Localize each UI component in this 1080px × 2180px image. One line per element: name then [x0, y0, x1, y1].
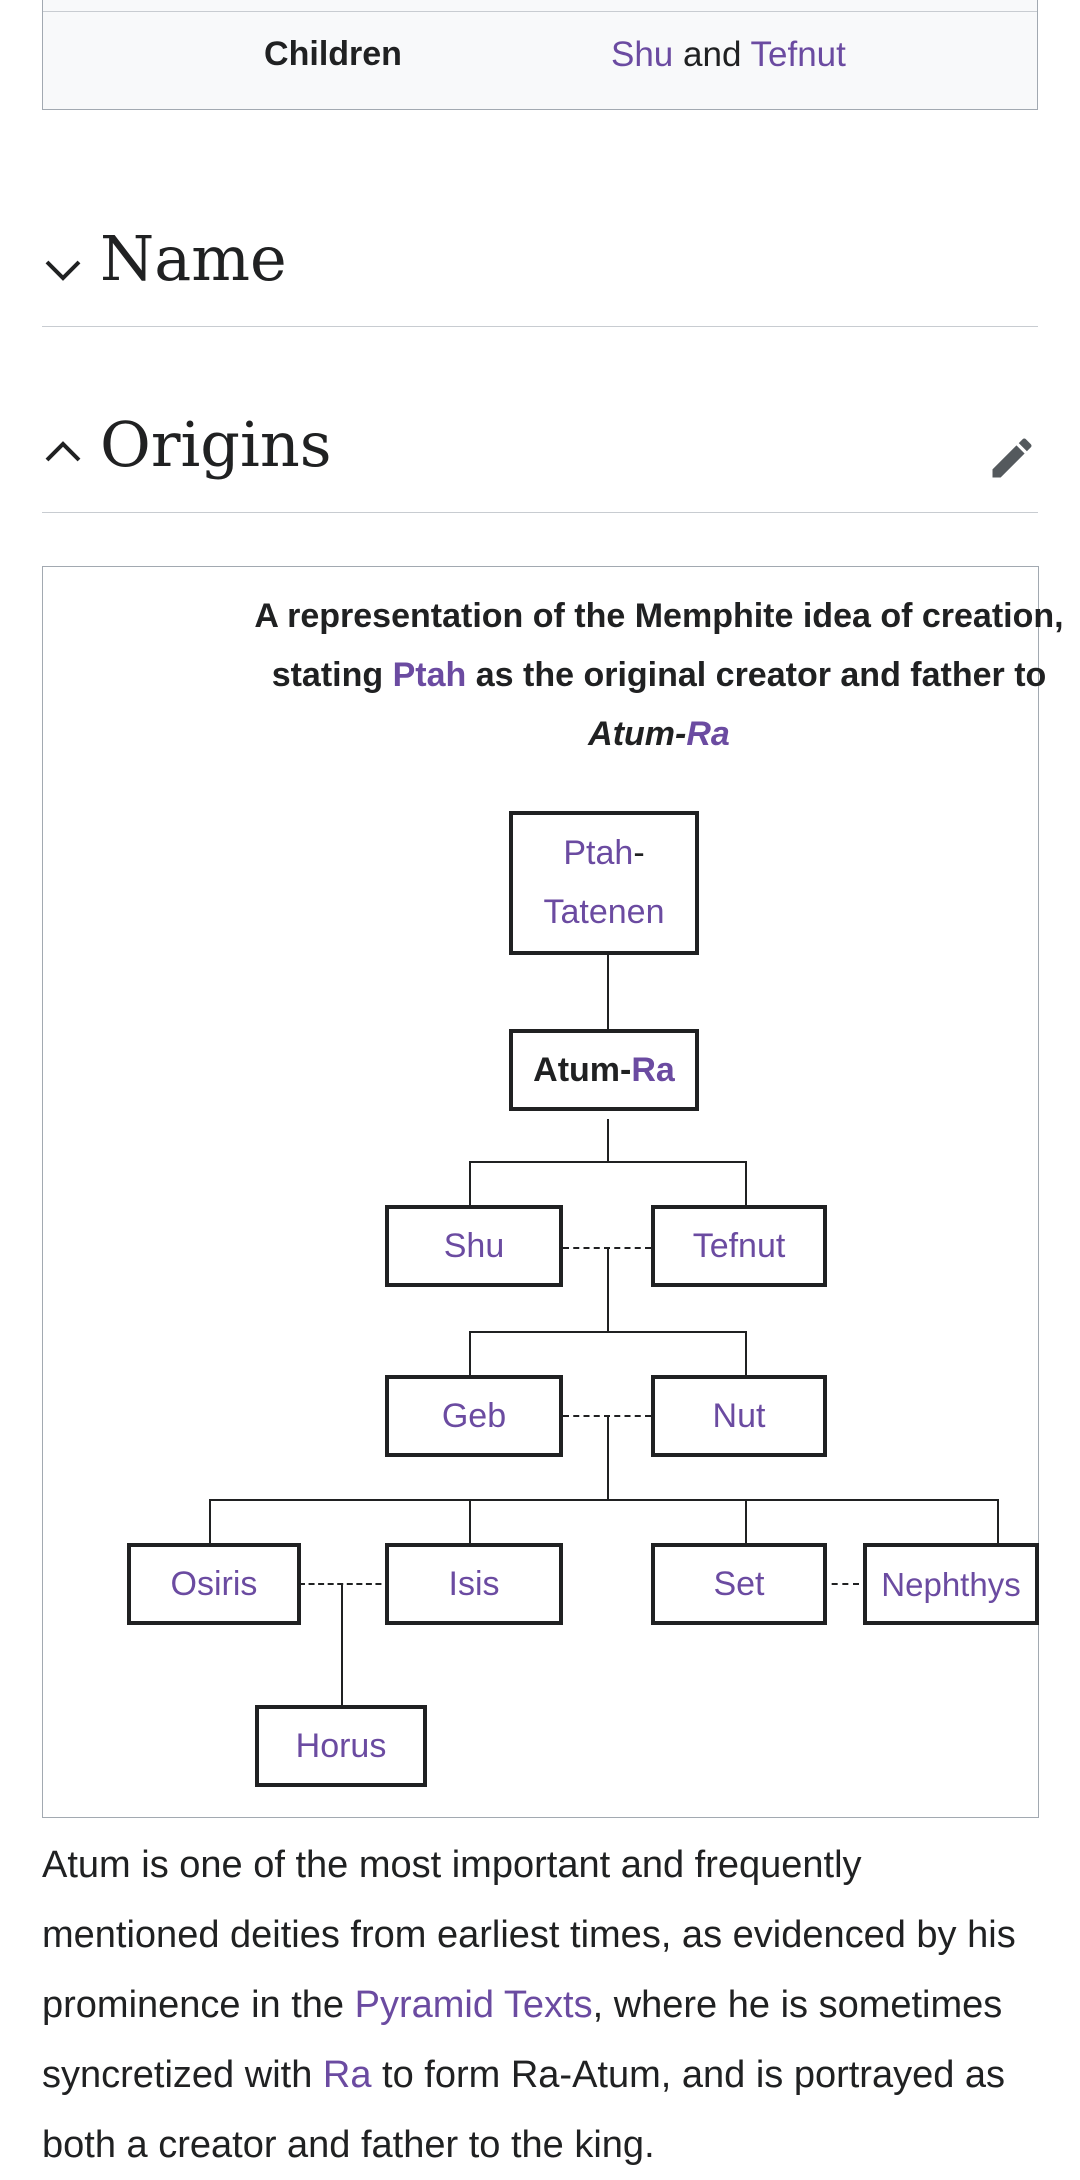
para-text-1: Atum is one of the most important and frequently mentioned deities from earliest times, as evidenced by his prominence in the	[42, 1844, 1016, 2026]
line-ptah-atum	[607, 955, 609, 1029]
node-set[interactable]: Set	[651, 1543, 827, 1625]
node-nephthys[interactable]: Nephthys	[863, 1543, 1039, 1625]
chevron-down-icon	[44, 258, 82, 282]
node-geb[interactable]: Geb	[385, 1375, 563, 1457]
line-to-shu	[469, 1161, 471, 1205]
line-to-geb	[469, 1331, 471, 1375]
atum-label: Atum	[533, 1050, 621, 1089]
infobox	[42, 0, 1038, 110]
atum-dash: -	[620, 1050, 632, 1089]
link-tefnut[interactable]: Tefnut	[750, 35, 846, 74]
link-shu[interactable]: Shu	[611, 35, 674, 74]
node-horus[interactable]: Horus	[255, 1705, 427, 1787]
line-geb-nut-down	[607, 1415, 609, 1499]
diagram-caption	[219, 587, 1080, 764]
caption-text-2: as the original creator and father to	[466, 656, 1047, 694]
node-ptah-tatenen	[509, 811, 699, 955]
line-to-tefnut	[745, 1161, 747, 1205]
line-to-osiris	[209, 1499, 211, 1543]
caption-text-1: A representation of the Memphite idea of creation, stating	[254, 597, 1064, 694]
line-geb-nut-children	[209, 1499, 997, 1501]
line-to-set	[745, 1499, 747, 1543]
marriage-osiris-isis	[299, 1583, 391, 1585]
link-ptah[interactable]: Ptah	[392, 656, 467, 694]
infobox-divider	[43, 11, 1037, 12]
node-isis[interactable]: Isis	[385, 1543, 563, 1625]
line-to-nut	[745, 1331, 747, 1375]
ptah-dash: -	[633, 834, 645, 872]
node-tefnut[interactable]: Tefnut	[651, 1205, 827, 1287]
para-text-3: to form Ra-Atum, and is portrayed as both a creator and father to the king.	[42, 2054, 1006, 2166]
link-ra[interactable]: Ra	[322, 2054, 372, 2096]
chevron-up-icon	[44, 440, 82, 464]
link-ptah-node[interactable]: Ptah	[563, 834, 634, 872]
line-to-horus	[341, 1583, 343, 1705]
pencil-icon[interactable]	[986, 432, 1038, 484]
section-title-name: Name	[100, 222, 287, 295]
node-shu[interactable]: Shu	[385, 1205, 563, 1287]
link-tatenen[interactable]: Tatenen	[543, 893, 665, 931]
caption-dash: -	[675, 715, 687, 753]
link-pyramid-texts[interactable]: Pyramid Texts	[354, 1984, 593, 2026]
family-tree-diagram	[42, 566, 1064, 1818]
node-nut[interactable]: Nut	[651, 1375, 827, 1457]
line-shu-tefnut-down	[607, 1247, 609, 1331]
origins-paragraph	[42, 1830, 1042, 2180]
line-atum-children	[469, 1161, 745, 1163]
children-conjunction: and	[683, 35, 742, 74]
section-name-header[interactable]	[42, 206, 1038, 327]
section-title-origins: Origins	[100, 408, 332, 481]
link-ra-caption[interactable]: Ra	[686, 715, 730, 753]
node-osiris[interactable]: Osiris	[127, 1543, 301, 1625]
line-atum-down	[607, 1119, 609, 1161]
line-shu-tefnut-children	[469, 1331, 745, 1333]
line-to-isis	[469, 1499, 471, 1543]
para-text-2: , where he is sometimes syncretized with	[42, 1984, 1003, 2096]
section-origins-header[interactable]	[42, 392, 1038, 513]
node-atum-ra	[509, 1029, 699, 1111]
caption-atum: Atum	[588, 715, 676, 753]
line-to-nephthys	[997, 1499, 999, 1543]
link-ra-node[interactable]: Ra	[631, 1050, 675, 1089]
infobox-children-label: Children	[264, 35, 402, 73]
infobox-children-value	[611, 35, 846, 75]
